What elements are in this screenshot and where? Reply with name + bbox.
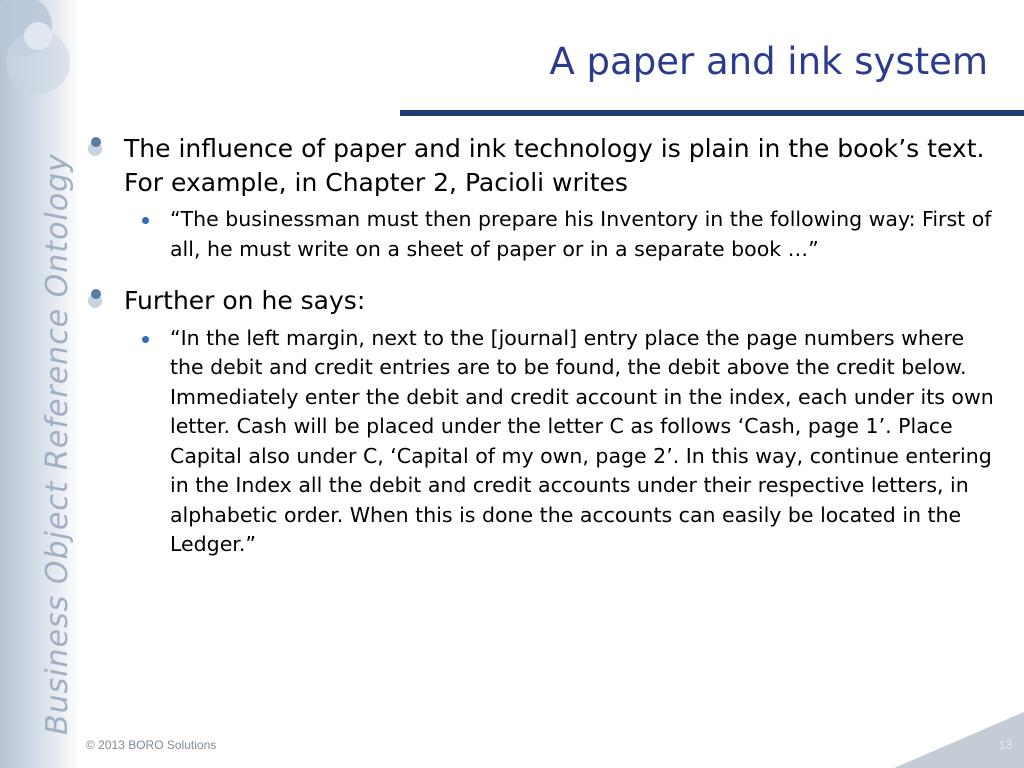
decor-circle <box>24 22 52 50</box>
bullet-level1 <box>86 284 996 318</box>
sidebar-vertical-title: Business Object Reference Ontology <box>40 153 75 735</box>
quote-text: “The businessman must then prepare his Inventory in the following way: First of all, he must write on a sheet of paper or in a separate book …” <box>170 207 992 261</box>
page-number: 13 <box>998 738 1012 752</box>
slide-title: A paper and ink system <box>549 40 988 83</box>
slide-body <box>86 132 996 580</box>
bullet-level1 <box>86 132 996 199</box>
bullet-level2 <box>86 205 996 264</box>
bullet-text: The influence of paper and ink technology is plain in the book’s text. For example, in Chapter 2, Pacioli writes <box>124 134 985 197</box>
quote-text: “In the left margin, next to the [journal] entry place the page numbers where the debit and credit entries are to be found, the debit above the credit below. Immediately enter the debit and credit account in the index, each under its own letter. Cash will be placed under the letter C as follows ‘Cash, page 1’. Place Capital also under C, ‘Capital of my own, page 2’. In this way, continue entering in the Index all the debit and credit accounts under their respective letters, in alphabetic order. When this is done the accounts can easily be located in the Ledger.” <box>170 325 994 556</box>
bullet-level2 <box>86 324 996 560</box>
sub-bullet-icon <box>142 336 149 343</box>
footer-copyright: © 2013 BORO Solutions <box>86 738 217 752</box>
bullet-text: Further on he says: <box>124 286 366 315</box>
bullet-icon <box>86 288 102 304</box>
title-rule <box>400 110 1024 116</box>
sub-bullet-icon <box>142 217 149 224</box>
bullet-icon <box>86 136 102 152</box>
